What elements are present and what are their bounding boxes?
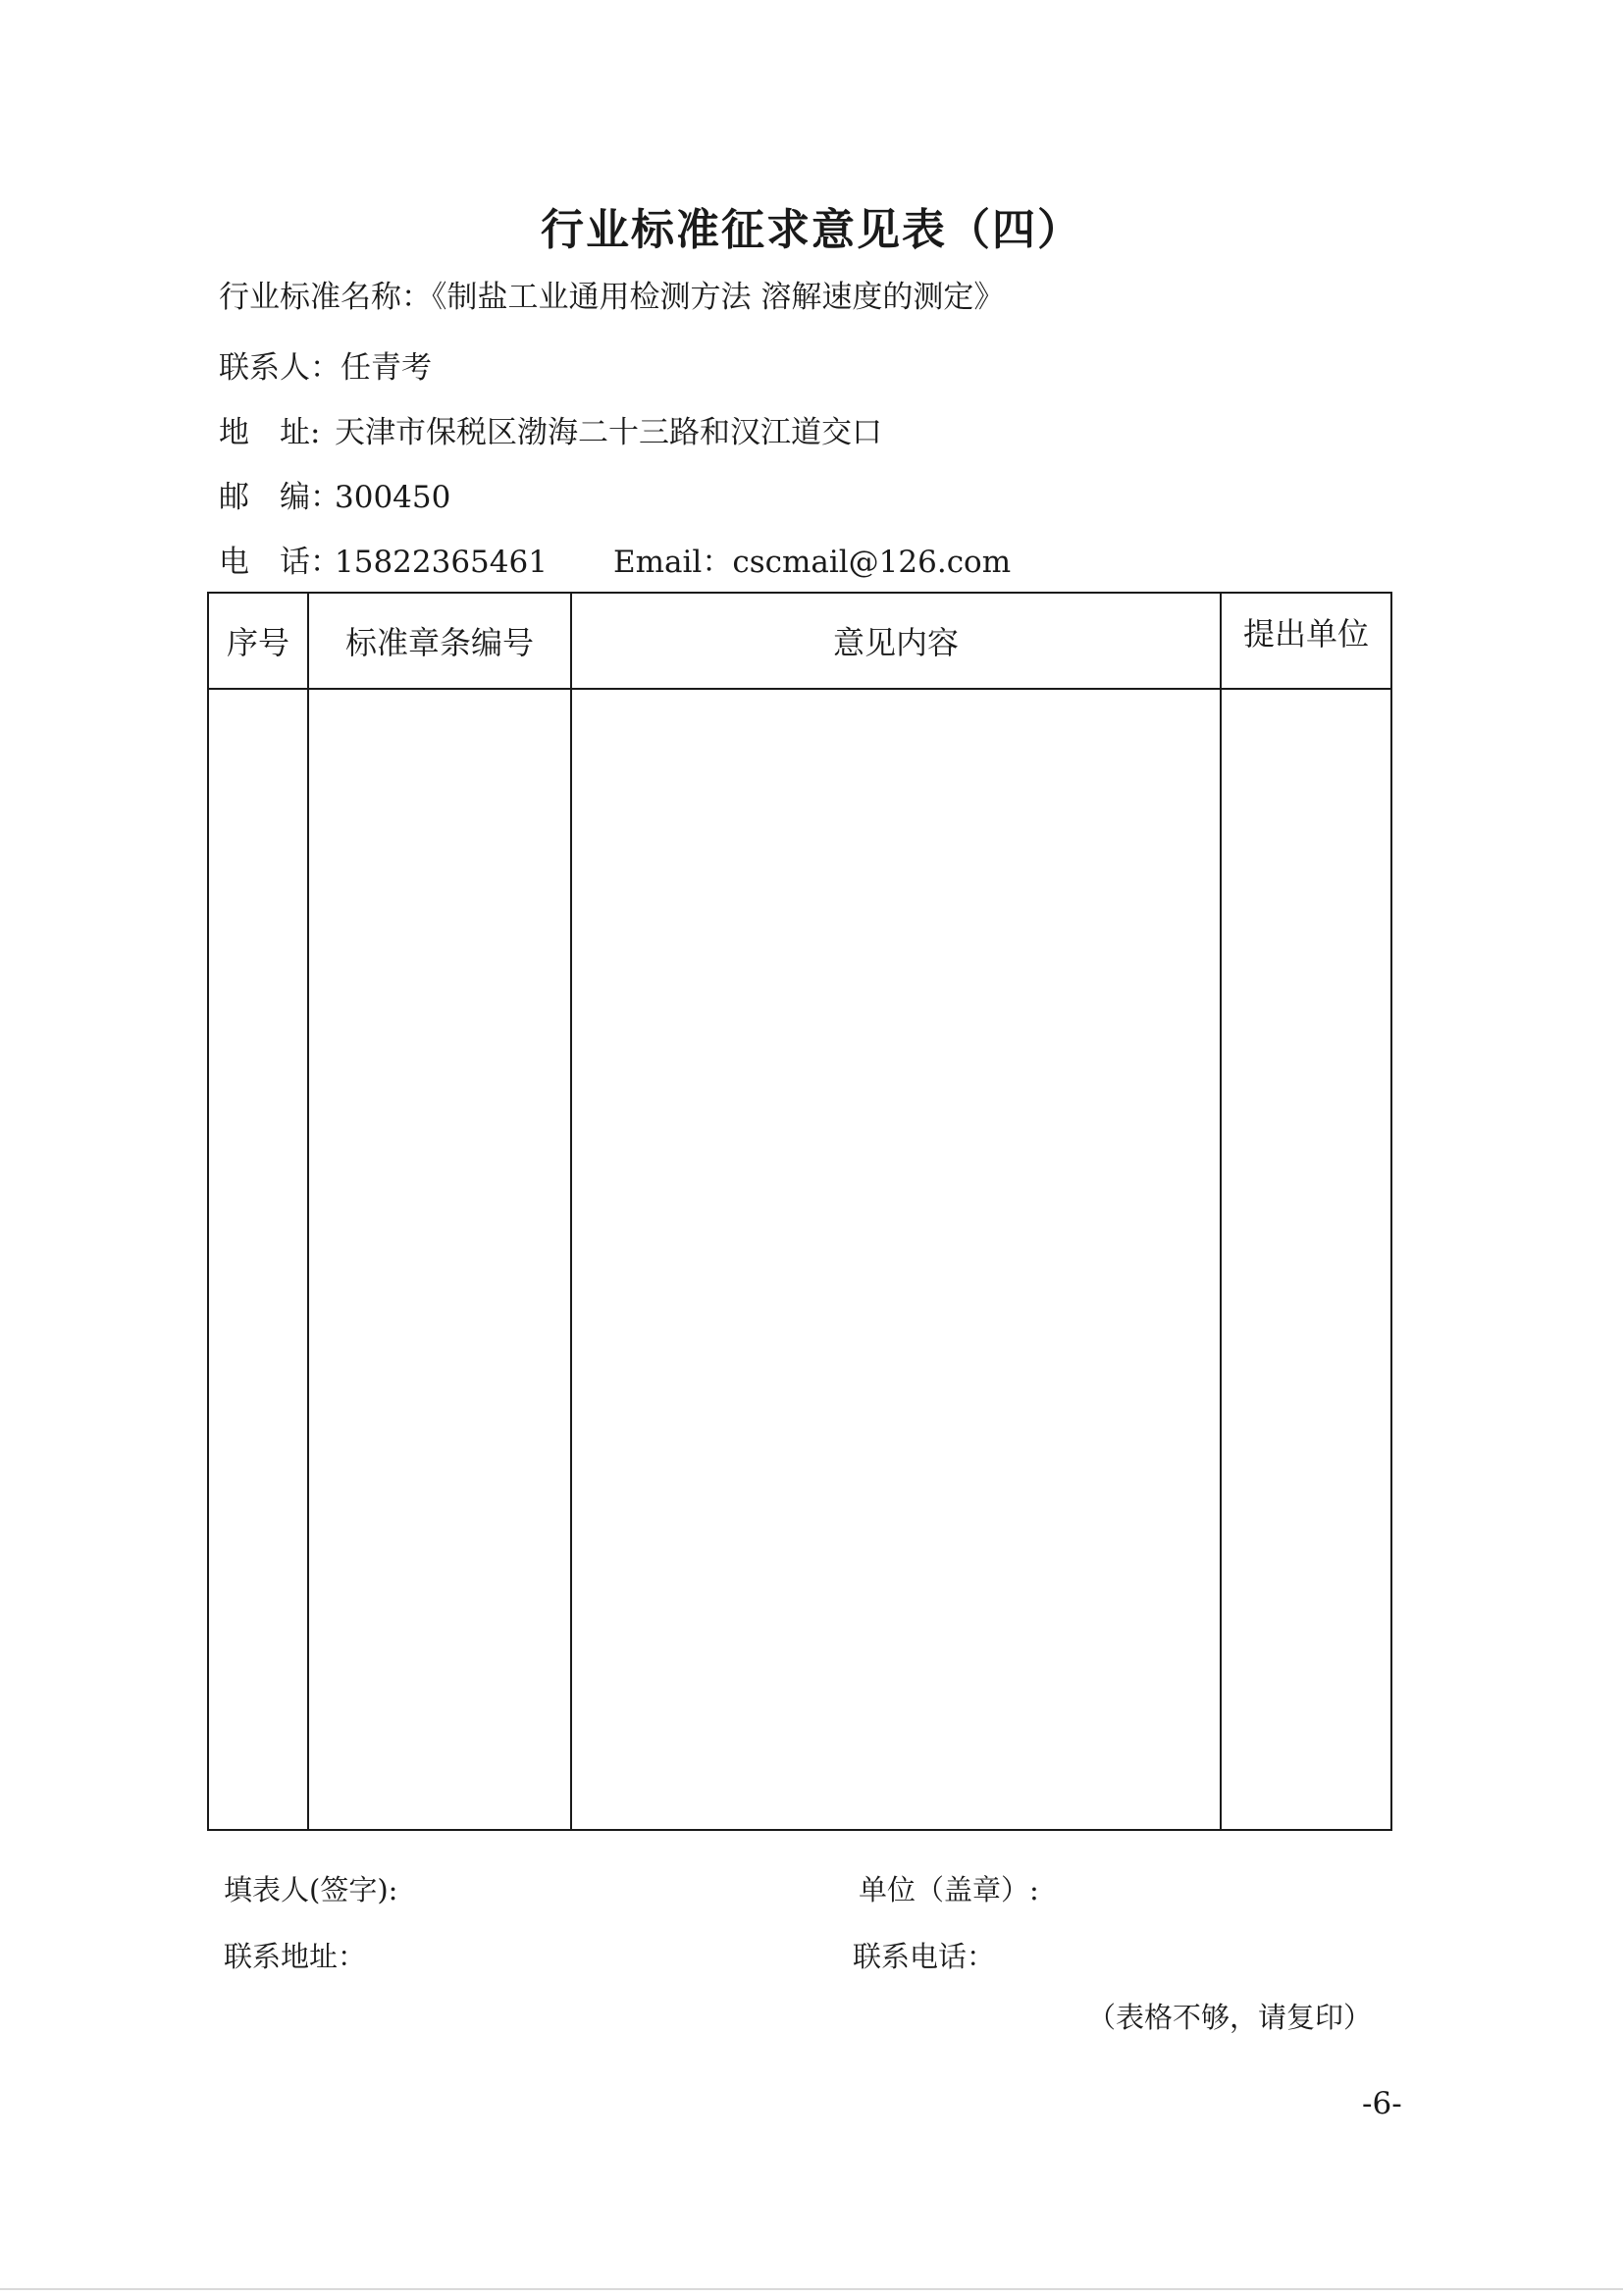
phone-label-2: 话：	[280, 545, 340, 580]
copy-note: （表格不够，请复印）	[1087, 2001, 1373, 2034]
standard-name: 行业标准名称：《制盐工业通用检测方法 溶解速度的测定》	[219, 280, 1005, 315]
header-submitting-unit: 提出单位	[1221, 593, 1391, 689]
postcode-value: 300450	[335, 480, 451, 515]
unit-seal-label: 单位（盖章）:	[859, 1873, 1039, 1906]
contact-person: 联系人：任青考	[219, 350, 432, 386]
header-serial-no: 序号	[208, 593, 308, 689]
address-row	[219, 413, 882, 452]
postcode-label-2: 编：	[280, 480, 340, 515]
address-label-2: 址:	[280, 415, 321, 450]
email: Email：cscmail@126.com	[613, 545, 1012, 580]
cell-submitting-unit[interactable]	[1221, 689, 1391, 1830]
page-number: -6-	[1362, 2086, 1402, 2121]
header-comment-content: 意见内容	[571, 593, 1221, 689]
comment-table	[207, 592, 1392, 1831]
address-value: 天津市保税区渤海二十三路和汉江道交口	[335, 415, 882, 450]
scan-edge-divider	[0, 2288, 1623, 2290]
contact-phone-label: 联系电话：	[853, 1940, 996, 1973]
cell-comment-content[interactable]	[571, 689, 1221, 1830]
header-clause-no: 标准章条编号	[308, 593, 571, 689]
cell-clause-no[interactable]	[308, 689, 571, 1830]
phone-row	[219, 543, 548, 582]
table-row	[208, 689, 1391, 1830]
page-title: 行业标准征求意见表（四）	[541, 205, 1082, 255]
cell-serial-no[interactable]	[208, 689, 308, 1830]
phone-label-1: 电	[219, 545, 249, 580]
address-label-1: 地	[219, 415, 249, 450]
contact-address-label: 联系地址：	[224, 1940, 367, 1973]
filler-signature-label: 填表人(签字):	[224, 1873, 398, 1906]
postcode-label-1: 邮	[219, 480, 249, 515]
postcode-row	[219, 478, 450, 517]
phone-value: 15822365461	[335, 545, 548, 580]
table-header-row	[208, 593, 1391, 689]
